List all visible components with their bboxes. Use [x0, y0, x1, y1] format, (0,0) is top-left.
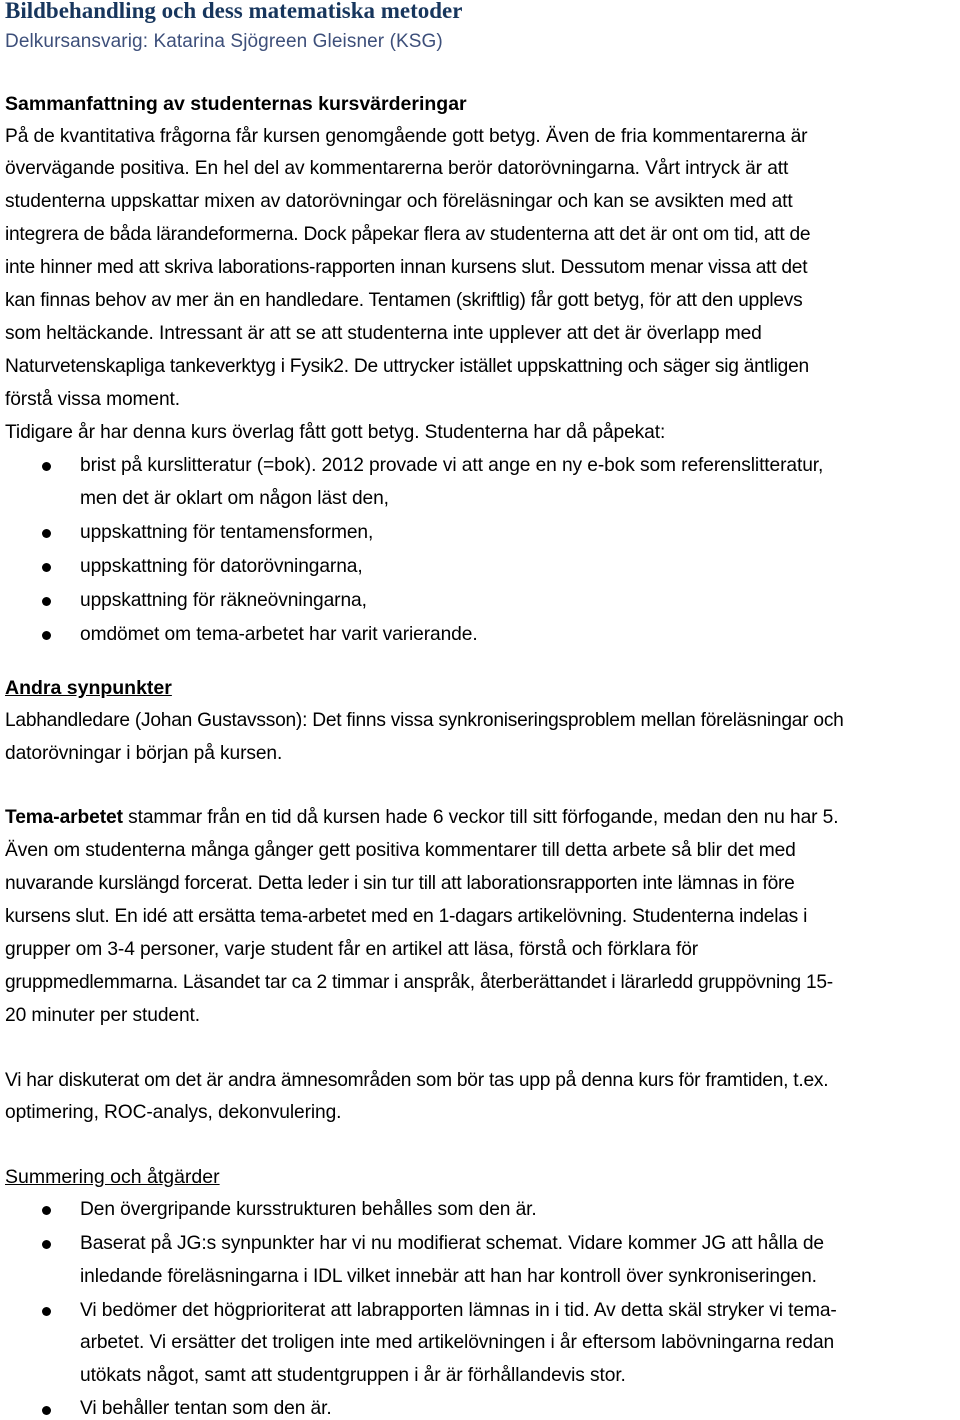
future-line: optimering, ROC-analys, dekonvulering.	[5, 1102, 342, 1123]
bullet-item-continuation: arbetet. Vi ersätter det troligen inte med artikelövningen i år eftersom labövningarna redan	[80, 1332, 835, 1353]
bullet-item-continuation: utökats något, samt att studentgruppen i år är förhållandevis stor.	[80, 1365, 626, 1386]
bullet-dot	[42, 1406, 51, 1415]
bullet-item: Baserat på JG:s synpunkter har vi nu modifierat schemat. Vidare kommer JG att hålla de	[80, 1233, 824, 1254]
bullet-dot	[42, 631, 51, 640]
tema-line: gruppmedlemmarna. Läsandet tar ca 2 timmar i anspråk, återberättandet i lärarledd gruppövning 15-	[5, 972, 833, 993]
bullet-item-continuation: men det är oklart om någon läst den,	[80, 488, 389, 509]
bullet-dot	[42, 529, 51, 538]
bullet-dot	[42, 1206, 51, 1215]
summary-line: kan finnas behov av mer än en handledare. Tentamen (skriftlig) får gott betyg, för att den upplevs	[5, 290, 803, 311]
bullet-item: Vi behåller tentan som den är.	[80, 1398, 332, 1419]
tema-first-line-rest: stammar från en tid då kursen hade 6 veckor till sitt förfogande, medan den nu har 5.	[122, 807, 839, 828]
bullet-dot	[42, 597, 51, 606]
summary-line: inte hinner med att skriva laborations-rapporten innan kursens slut. Dessutom menar vissa att det	[5, 257, 808, 278]
bullet-item: Den övergripande kursstrukturen behålles som den är.	[80, 1199, 537, 1220]
tema-first-line	[5, 807, 838, 829]
summary-line: På de kvantitativa frågorna får kursen genomgående gott betyg. Även de fria kommentarerna är	[5, 126, 808, 147]
tema-line: grupper om 3-4 personer, varje student får en artikel att läsa, förstå och förklara för	[5, 939, 699, 960]
summary-heading: Sammanfattning av studenternas kursvärderingar	[5, 93, 467, 115]
other-heading: Andra synpunkter	[5, 677, 172, 699]
summary-line: integrera de båda lärandeformerna. Dock påpekar flera av studenterna att det är ont om tid, att de	[5, 224, 811, 245]
bullet-item: brist på kurslitteratur (=bok). 2012 provade vi att ange en ny e-bok som referenslitteratur,	[80, 455, 824, 476]
summary-line: Tidigare år har denna kurs överlag fått gott betyg. Studenterna har då påpekat:	[5, 422, 666, 443]
tema-line: kursens slut. En idé att ersätta tema-arbetet med en 1-dagars artikelövning. Studenterna indelas i	[5, 906, 808, 927]
bullet-item: uppskattning för räkneövningarna,	[80, 590, 367, 611]
tema-line: nuvarande kurslängd forcerat. Detta leder i sin tur till att laborationsrapporten inte lämnas in före	[5, 873, 795, 894]
document-title: Bildbehandling och dess matematiska metoder	[5, 0, 463, 23]
bullet-item: omdömet om tema-arbetet har varit varierande.	[80, 624, 478, 645]
summary-line: Naturvetenskapliga tankeverktyg i Fysik2. De uttrycker istället uppskattning och säger sig äntligen	[5, 356, 809, 377]
tema-line: 20 minuter per student.	[5, 1005, 201, 1026]
summary-line: förstå vissa moment.	[5, 389, 181, 410]
summary-line: studenterna uppskattar mixen av datorövningar och föreläsningar och kan se avsikten med att	[5, 191, 793, 212]
other-line: Labhandledare (Johan Gustavsson): Det finns vissa synkroniseringsproblem mellan föreläsningar och	[5, 710, 844, 731]
summary-line: som heltäckande. Intressant är att se att studenterna inte upplever att det är överlapp med	[5, 323, 762, 344]
summary-line: övervägande positiva. En hel del av kommentarerna berör datorövningarna. Vårt intryck är att	[5, 158, 789, 179]
other-line: datorövningar i början på kursen.	[5, 743, 283, 764]
future-line: Vi har diskuterat om det är andra ämnesområden som bör tas upp på denna kurs för framtiden, t.ex.	[5, 1070, 829, 1091]
bullet-dot	[42, 462, 51, 471]
document-subtitle: Delkursansvarig: Katarina Sjögreen Gleisner (KSG)	[5, 31, 443, 52]
bullet-dot	[42, 563, 51, 572]
bullet-item-continuation: inledande föreläsningarna i IDL vilket innebär att han har kontroll över synkroniseringen.	[80, 1266, 817, 1287]
bullet-item: uppskattning för datorövningarna,	[80, 556, 363, 577]
bullet-dot	[42, 1307, 51, 1316]
bullet-item: Vi bedömer det högprioriterat att labrapporten lämnas in i tid. Av detta skäl stryker vi tema-	[80, 1300, 837, 1321]
tema-line: Även om studenterna många gånger gett positiva kommentarer till detta arbete så blir det med	[5, 840, 796, 861]
tema-bold-lead: Tema-arbetet	[5, 807, 123, 828]
bullet-item: uppskattning för tentamensformen,	[80, 522, 374, 543]
actions-heading: Summering och åtgärder	[5, 1166, 220, 1188]
bullet-dot	[42, 1240, 51, 1249]
